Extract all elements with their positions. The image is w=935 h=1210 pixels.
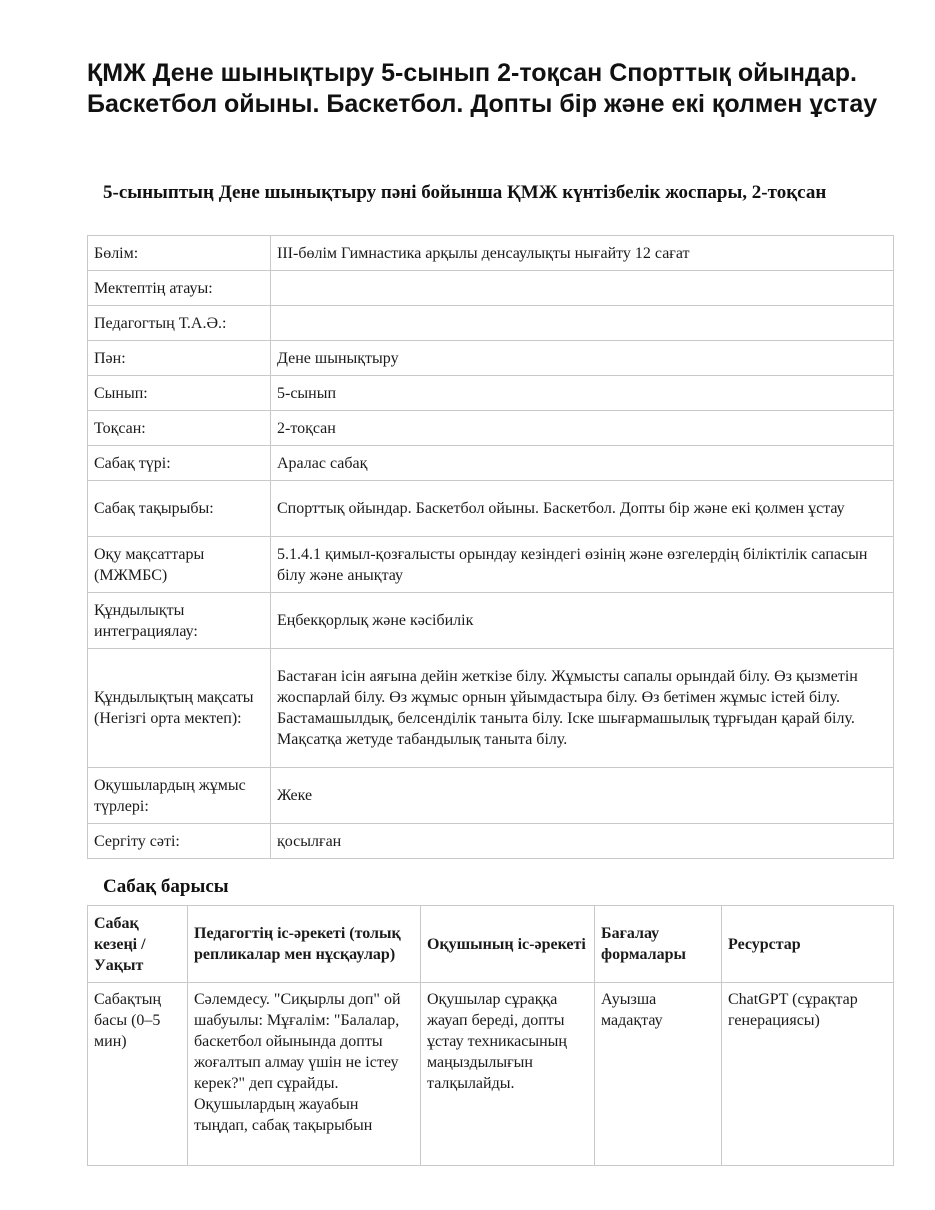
info-value: [271, 271, 894, 306]
info-label: Құндылықты интеграциялау:: [88, 593, 271, 649]
info-value: Еңбекқорлық және кәсібилік: [271, 593, 894, 649]
info-label: Сынып:: [88, 376, 271, 411]
page-title: ҚМЖ Дене шынықтыру 5-сынып 2-тоқсан Спорттық ойындар. Баскетбол ойыны. Баскетбол. Допты бір және екі қолмен ұстау: [87, 59, 878, 118]
lesson-progress-heading: Сабақ барысы: [103, 876, 229, 897]
info-label: Бөлім:: [88, 236, 271, 271]
table-row: [88, 271, 894, 306]
info-value: [271, 306, 894, 341]
column-header-student-actions: Оқушының іс-әрекеті: [421, 906, 595, 983]
table-row: [88, 824, 894, 859]
info-label: Оқушылардың жұмыс түрлері:: [88, 768, 271, 824]
table-row: [88, 768, 894, 824]
info-value: Жеке: [271, 768, 894, 824]
table-row: [88, 446, 894, 481]
table-row: [88, 306, 894, 341]
table-row: [88, 481, 894, 537]
info-label: Оқу мақсаттары (МЖМБС): [88, 537, 271, 593]
table-row: [88, 341, 894, 376]
info-label: Сабақ тақырыбы:: [88, 481, 271, 537]
table-row: [88, 983, 894, 1166]
info-value: Бастаған ісін аяғына дейін жеткізе білу. Жұмысты сапалы орындай білу. Өз қызметін жоспарлай білу. Өз жұмыс орнын ұйымдастыра білу. Өз бетімен жұмыс істей білу. Бастамашылдық, белсенділік таныта білу. Іске шығармашылық тұрғыдан қарай білу. Мақсатқа жетуде табандылық таныта білу.: [271, 649, 894, 768]
info-value: 5-сынып: [271, 376, 894, 411]
student-actions-cell: Оқушылар сұраққа жауап береді, допты ұстау техникасының маңыздылығын талқылайды.: [421, 983, 595, 1166]
teacher-actions-cell: Сәлемдесу. "Сиқырлы доп" ой шабуылы: Мұғалім: "Балалар, баскетбол ойынында допты жоғалтып алмау үшін не істеу керек?" деп сұрайды. Оқушылардың жауабын тыңдап, сабақ тақырыбын: [188, 983, 421, 1166]
info-value: ІІІ-бөлім Гимнастика арқылы денсаулықты нығайту 12 сағат: [271, 236, 894, 271]
column-header-resources: Ресурстар: [722, 906, 894, 983]
resources-cell: ChatGPT (сұрақтар генерациясы): [722, 983, 894, 1166]
info-value: қосылған: [271, 824, 894, 859]
table-row: [88, 593, 894, 649]
lesson-progress-table: [87, 905, 894, 1166]
info-label: Құндылықтың мақсаты (Негізгі орта мектеп):: [88, 649, 271, 768]
info-value: 5.1.4.1 қимыл-қозғалысты орындау кезіндегі өзінің және өзгелердің біліктілік сапасын білу және анықтау: [271, 537, 894, 593]
info-label: Мектептің атауы:: [88, 271, 271, 306]
column-header-assessment: Бағалау формалары: [595, 906, 722, 983]
table-row: [88, 649, 894, 768]
info-label: Сергіту сәті:: [88, 824, 271, 859]
table-row: [88, 376, 894, 411]
info-label: Пән:: [88, 341, 271, 376]
plan-heading: 5-сыныптың Дене шынықтыру пәні бойынша ҚМЖ күнтізбелік жоспары, 2-тоқсан: [103, 182, 827, 203]
table-row: [88, 236, 894, 271]
info-value: Аралас сабақ: [271, 446, 894, 481]
lesson-stage-cell: Сабақтың басы (0–5 мин): [88, 983, 188, 1166]
table-row: [88, 537, 894, 593]
assessment-cell: Ауызша мадақтау: [595, 983, 722, 1166]
column-header-stage: Сабақ кезеңі / Уақыт: [88, 906, 188, 983]
info-value: 2-тоқсан: [271, 411, 894, 446]
table-row: [88, 411, 894, 446]
info-value: Дене шынықтыру: [271, 341, 894, 376]
info-label: Педагогтың Т.А.Ә.:: [88, 306, 271, 341]
info-value: Спорттық ойындар. Баскетбол ойыны. Баскетбол. Допты бір және екі қолмен ұстау: [271, 481, 894, 537]
table-header-row: [88, 906, 894, 983]
column-header-teacher-actions: Педагогтің іс-әрекеті (толық репликалар мен нұсқаулар): [188, 906, 421, 983]
info-label: Тоқсан:: [88, 411, 271, 446]
info-label: Сабақ түрі:: [88, 446, 271, 481]
lesson-info-table: [87, 235, 894, 859]
